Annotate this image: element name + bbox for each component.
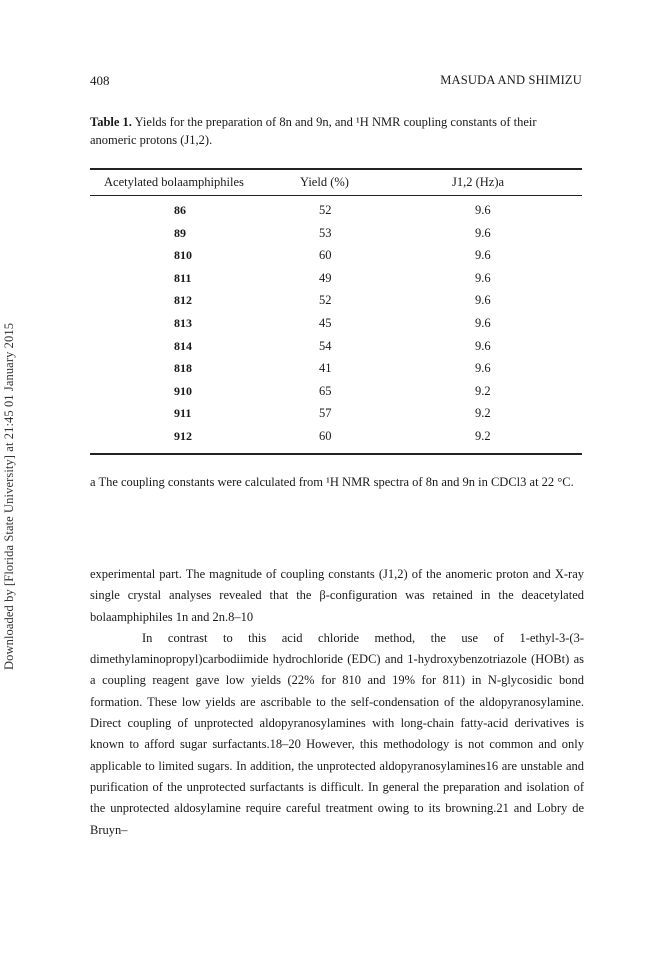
compound-cell: 86 xyxy=(174,203,186,217)
table-top-rule xyxy=(90,168,582,170)
coupling-constant-cell: 9.2 xyxy=(475,383,491,398)
coupling-constant-cell: 9.6 xyxy=(475,361,491,376)
column-header-compound: Acetylated bolaamphiphiles xyxy=(104,175,244,189)
body-text xyxy=(90,564,584,841)
yield-cell: 57 xyxy=(319,406,332,421)
yield-cell: 52 xyxy=(319,203,332,217)
yield-cell: 45 xyxy=(319,316,332,330)
paragraph: experimental part. The magnitude of coupling constants (J1,2) of the anomeric proton and X-ray single crystal analyses revealed that the β-configuration was retained in the deacetylated bolaamphiphiles 1n and 2n.8–10 xyxy=(90,567,584,624)
table-caption xyxy=(90,113,580,149)
compound-cell: 812 xyxy=(174,293,192,308)
paragraph: In contrast to this acid chloride method, the use of 1-ethyl-3-(3-dimethylaminopropyl)carbodiimide hydrochloride (EDC) and 1-hydroxybenzotriazole (HOBt) as a coupling reagent gave low yields (22% for 810 and 19% for 811) in N-glycosidic bond formation. These low yields are ascribable to the self-condensation of the aldopyranosylamine. Direct coupling of unprotected aldopyranosylamines with long-chain fatty-acid derivatives is known to afford sugar surfactants.18–20 However, this methodology is not common and only applicable to limited sugars. In addition, the unprotected aldopyranosylamines16 are unstable and purification of the unprotected surfactants is difficult. In general the preparation and isolation of the unprotected aldosylamine require careful treatment owing to its browning.21 and Lobry de Bruyn– xyxy=(90,630,584,837)
table-caption-label: Table 1. xyxy=(90,115,132,129)
table-bottom-rule xyxy=(90,453,582,455)
compound-cell: 818 xyxy=(174,361,192,376)
compound-cell: 911 xyxy=(174,406,192,421)
compound-cell: 814 xyxy=(174,338,192,353)
compound-cell: 813 xyxy=(174,316,192,330)
coupling-constant-cell: 9.6 xyxy=(475,203,491,217)
table-caption-text: Yields for the preparation of 8n and 9n, and ¹H NMR coupling constants of their anomeric protons (J1,2). xyxy=(90,115,537,147)
yield-cell: 60 xyxy=(319,248,332,263)
page-number: 408 xyxy=(90,73,110,88)
column-header-coupling: J1,2 (Hz)a xyxy=(452,175,505,189)
coupling-constant-cell: 9.6 xyxy=(475,293,491,308)
coupling-constant-cell: 9.6 xyxy=(475,248,491,263)
yield-cell: 60 xyxy=(319,429,332,443)
coupling-constant-cell: 9.2 xyxy=(475,429,491,443)
compound-cell: 910 xyxy=(174,383,192,398)
yield-cell: 41 xyxy=(319,361,332,376)
compound-cell: 811 xyxy=(174,270,192,285)
compound-cell: 810 xyxy=(174,248,192,263)
yield-cell: 52 xyxy=(319,293,332,308)
coupling-constant-cell: 9.6 xyxy=(475,316,491,330)
yield-cell: 53 xyxy=(319,225,332,240)
coupling-constant-cell: 9.6 xyxy=(475,338,491,353)
coupling-constant-cell: 9.6 xyxy=(475,225,491,240)
table-footnote: a The coupling constants were calculated from ¹H NMR spectra of 8n and 9n in CDCl3 at 22 °C. xyxy=(90,475,574,489)
coupling-constant-cell: 9.6 xyxy=(475,270,491,285)
download-watermark: Downloaded by [Florida State University] at 21:45 01 January 2015 xyxy=(2,322,16,670)
yield-cell: 49 xyxy=(319,270,332,285)
yield-cell: 65 xyxy=(319,383,332,398)
table-header-rule xyxy=(90,195,582,196)
coupling-constant-cell: 9.2 xyxy=(475,406,491,421)
yield-cell: 54 xyxy=(319,338,332,353)
compound-cell: 89 xyxy=(174,225,186,240)
compound-cell: 912 xyxy=(174,429,192,443)
running-head: MASUDA AND SHIMIZU xyxy=(440,73,582,87)
column-header-yield: Yield (%) xyxy=(300,175,349,189)
